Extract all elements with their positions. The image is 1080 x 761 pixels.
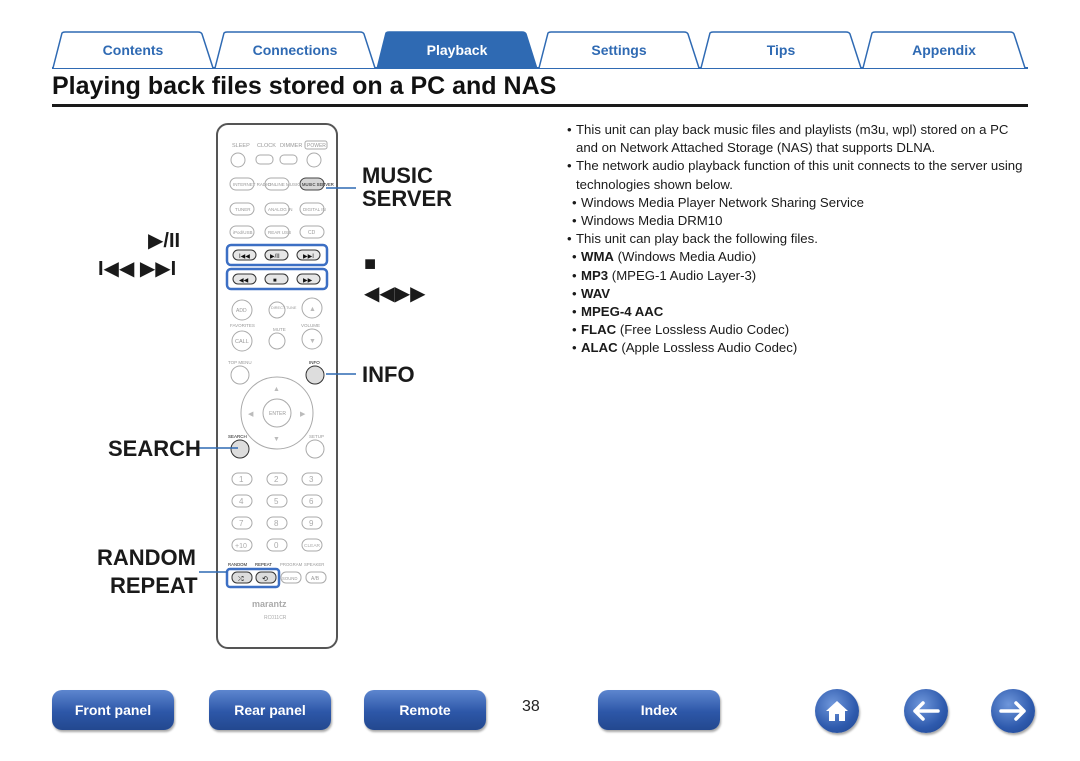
svg-text:⟲: ⟲: [262, 576, 268, 583]
format-desc: (Free Lossless Audio Codec): [619, 322, 790, 338]
remote-label-favorites: FAVORITES: [230, 323, 255, 328]
format-item-mp3: [572, 267, 1031, 285]
format-name: MPEG-4 AAC: [581, 304, 664, 320]
tech-item: • Windows Media Player Network Sharing Service: [572, 194, 1031, 212]
remote-key-4: 4: [239, 497, 244, 506]
svg-text:▶: ▶: [300, 411, 306, 418]
remote-label-dimmer: DIMMER: [280, 143, 303, 149]
svg-text:▶▶: ▶▶: [303, 278, 313, 284]
remote-model: RC011CR: [264, 615, 287, 621]
svg-text:⤮: ⤮: [238, 576, 244, 583]
remote-label-info: INFO: [309, 360, 320, 365]
page-number: 38: [522, 698, 540, 715]
forward-button[interactable]: [991, 689, 1035, 733]
callout-cursor: ◀◀▶▶: [364, 283, 426, 305]
svg-text:▼: ▼: [309, 338, 316, 345]
remote-label-internet-radio: INTERNET RADIO: [233, 182, 271, 187]
bullet-network-function: • The network audio playback function of this unit connects to the server using technologies shown below.: [567, 157, 1031, 193]
remote-label-analog-in: ANALOG IN: [268, 207, 293, 212]
back-button[interactable]: [904, 689, 948, 733]
remote-label-power: POWER: [307, 143, 326, 149]
format-name: FLAC: [581, 322, 617, 338]
svg-text:▲: ▲: [273, 386, 280, 393]
bullet-dlna: • This unit can play back music files and playlists (m3u, wpl) stored on a PC and on Network Attached Storage (NAS) that supports DLNA.: [567, 121, 1031, 157]
body-text: [567, 121, 1031, 358]
front-panel-button[interactable]: Front panel: [52, 690, 174, 730]
remote-key-3: 3: [309, 475, 314, 484]
remote-key-9: 9: [309, 519, 314, 528]
remote-label-search: SEARCH: [228, 434, 247, 439]
format-name: ALAC: [581, 340, 618, 356]
svg-text:◀◀: ◀◀: [239, 278, 249, 284]
svg-text:■: ■: [273, 278, 277, 284]
remote-label-mute: MUTE: [273, 327, 286, 332]
remote-key-1: 1: [239, 475, 244, 484]
tab-tips-label: Tips: [766, 42, 796, 58]
remote-brand-logo: marantz: [252, 599, 287, 609]
remote-key-2: 2: [274, 475, 279, 484]
remote-label-sound: SOUND: [282, 576, 298, 581]
remote-label-online-music: ONLINE MUSIC: [268, 182, 301, 187]
remote-key-plus10: +10: [235, 543, 247, 550]
tech-item: • Windows Media DRM10: [572, 212, 1031, 230]
remote-label-setup: SETUP: [309, 434, 325, 439]
format-name: WAV: [581, 285, 611, 301]
svg-text:▶/II: ▶/II: [270, 254, 280, 260]
bullet-file-formats: • This unit can play back the following files.: [567, 230, 1031, 248]
callout-search: SEARCH: [108, 436, 201, 461]
tab-playback-label: Playback: [426, 42, 488, 58]
remote-key-5: 5: [274, 497, 279, 506]
remote-label-rear-usb: REAR USB: [268, 230, 292, 235]
arrow-left-icon: [912, 701, 940, 721]
format-item-flac: [572, 321, 1031, 339]
callout-play-pause: ▶/II: [148, 230, 181, 252]
remote-label-ipod-usb: iPod/USB: [233, 230, 253, 235]
callout-info: INFO: [362, 362, 415, 387]
tab-appendix-label: Appendix: [912, 42, 976, 58]
tab-settings-label: Settings: [591, 42, 647, 58]
tab-connections-label: Connections: [252, 42, 338, 58]
callout-skip: I◀◀ ▶▶I: [98, 258, 177, 280]
tab-contents-label: Contents: [102, 42, 164, 58]
format-item-aac: [572, 303, 1031, 321]
remote-key-6: 6: [309, 497, 314, 506]
remote-label-cd: CD: [308, 230, 316, 236]
format-item-wma: [572, 248, 1031, 266]
index-button[interactable]: Index: [598, 690, 720, 730]
svg-text:▼: ▼: [273, 436, 280, 443]
callout-music: MUSIC: [362, 163, 433, 188]
format-item-wav: [572, 285, 1031, 303]
remote-label-program: PROGRAM: [280, 562, 303, 567]
remote-label-music-server: MUSIC SERVER: [302, 182, 334, 187]
remote-key-8: 8: [274, 519, 279, 528]
remote-label-clock: CLOCK: [257, 143, 276, 149]
remote-label-tuner: TUNER: [235, 207, 251, 212]
remote-key-7: 7: [239, 519, 244, 528]
remote-label-add: ADD: [236, 308, 247, 314]
callout-repeat: REPEAT: [110, 573, 198, 598]
format-name: WMA: [581, 249, 614, 265]
remote-label-top-menu: TOP MENU: [228, 360, 252, 365]
callout-stop: ■: [364, 253, 377, 275]
svg-text:▲: ▲: [309, 306, 316, 313]
remote-label-repeat: REPEAT: [255, 562, 272, 567]
svg-text:I◀◀: I◀◀: [239, 254, 250, 260]
remote-label-volume: VOLUME: [301, 323, 321, 328]
callout-random: RANDOM: [97, 545, 196, 570]
remote-label-enter: ENTER: [269, 411, 286, 417]
arrow-right-icon: [999, 701, 1027, 721]
format-item-alac: [572, 339, 1031, 357]
remote-label-direct-tune: DIRECT TUNE: [271, 306, 297, 310]
svg-text:▶▶I: ▶▶I: [303, 254, 314, 260]
format-desc: (Apple Lossless Audio Codec): [621, 340, 798, 356]
remote-label-call: CALL: [235, 339, 249, 345]
rear-panel-button[interactable]: Rear panel: [209, 690, 331, 730]
remote-key-0: 0: [274, 541, 279, 550]
remote-button[interactable]: Remote: [364, 690, 486, 730]
callout-server: SERVER: [362, 186, 453, 211]
home-icon: [824, 699, 850, 723]
format-name: MP3: [581, 267, 609, 283]
remote-label-random: RANDOM: [228, 562, 248, 567]
remote-label-digital-in: DIGITAL IN: [303, 207, 326, 212]
remote-label-speaker: SPEAKER: [304, 562, 325, 567]
page-title: Playing back files stored on a PC and NAS: [52, 72, 557, 100]
remote-key-clear: CLEAR: [304, 544, 320, 549]
format-desc: (MPEG-1 Audio Layer-3): [611, 267, 757, 283]
remote-label-sleep: SLEEP: [232, 143, 250, 149]
format-desc: (Windows Media Audio): [617, 249, 757, 265]
remote-label-ab: A/B: [311, 576, 320, 582]
home-button[interactable]: [815, 689, 859, 733]
svg-text:◀: ◀: [248, 411, 254, 418]
